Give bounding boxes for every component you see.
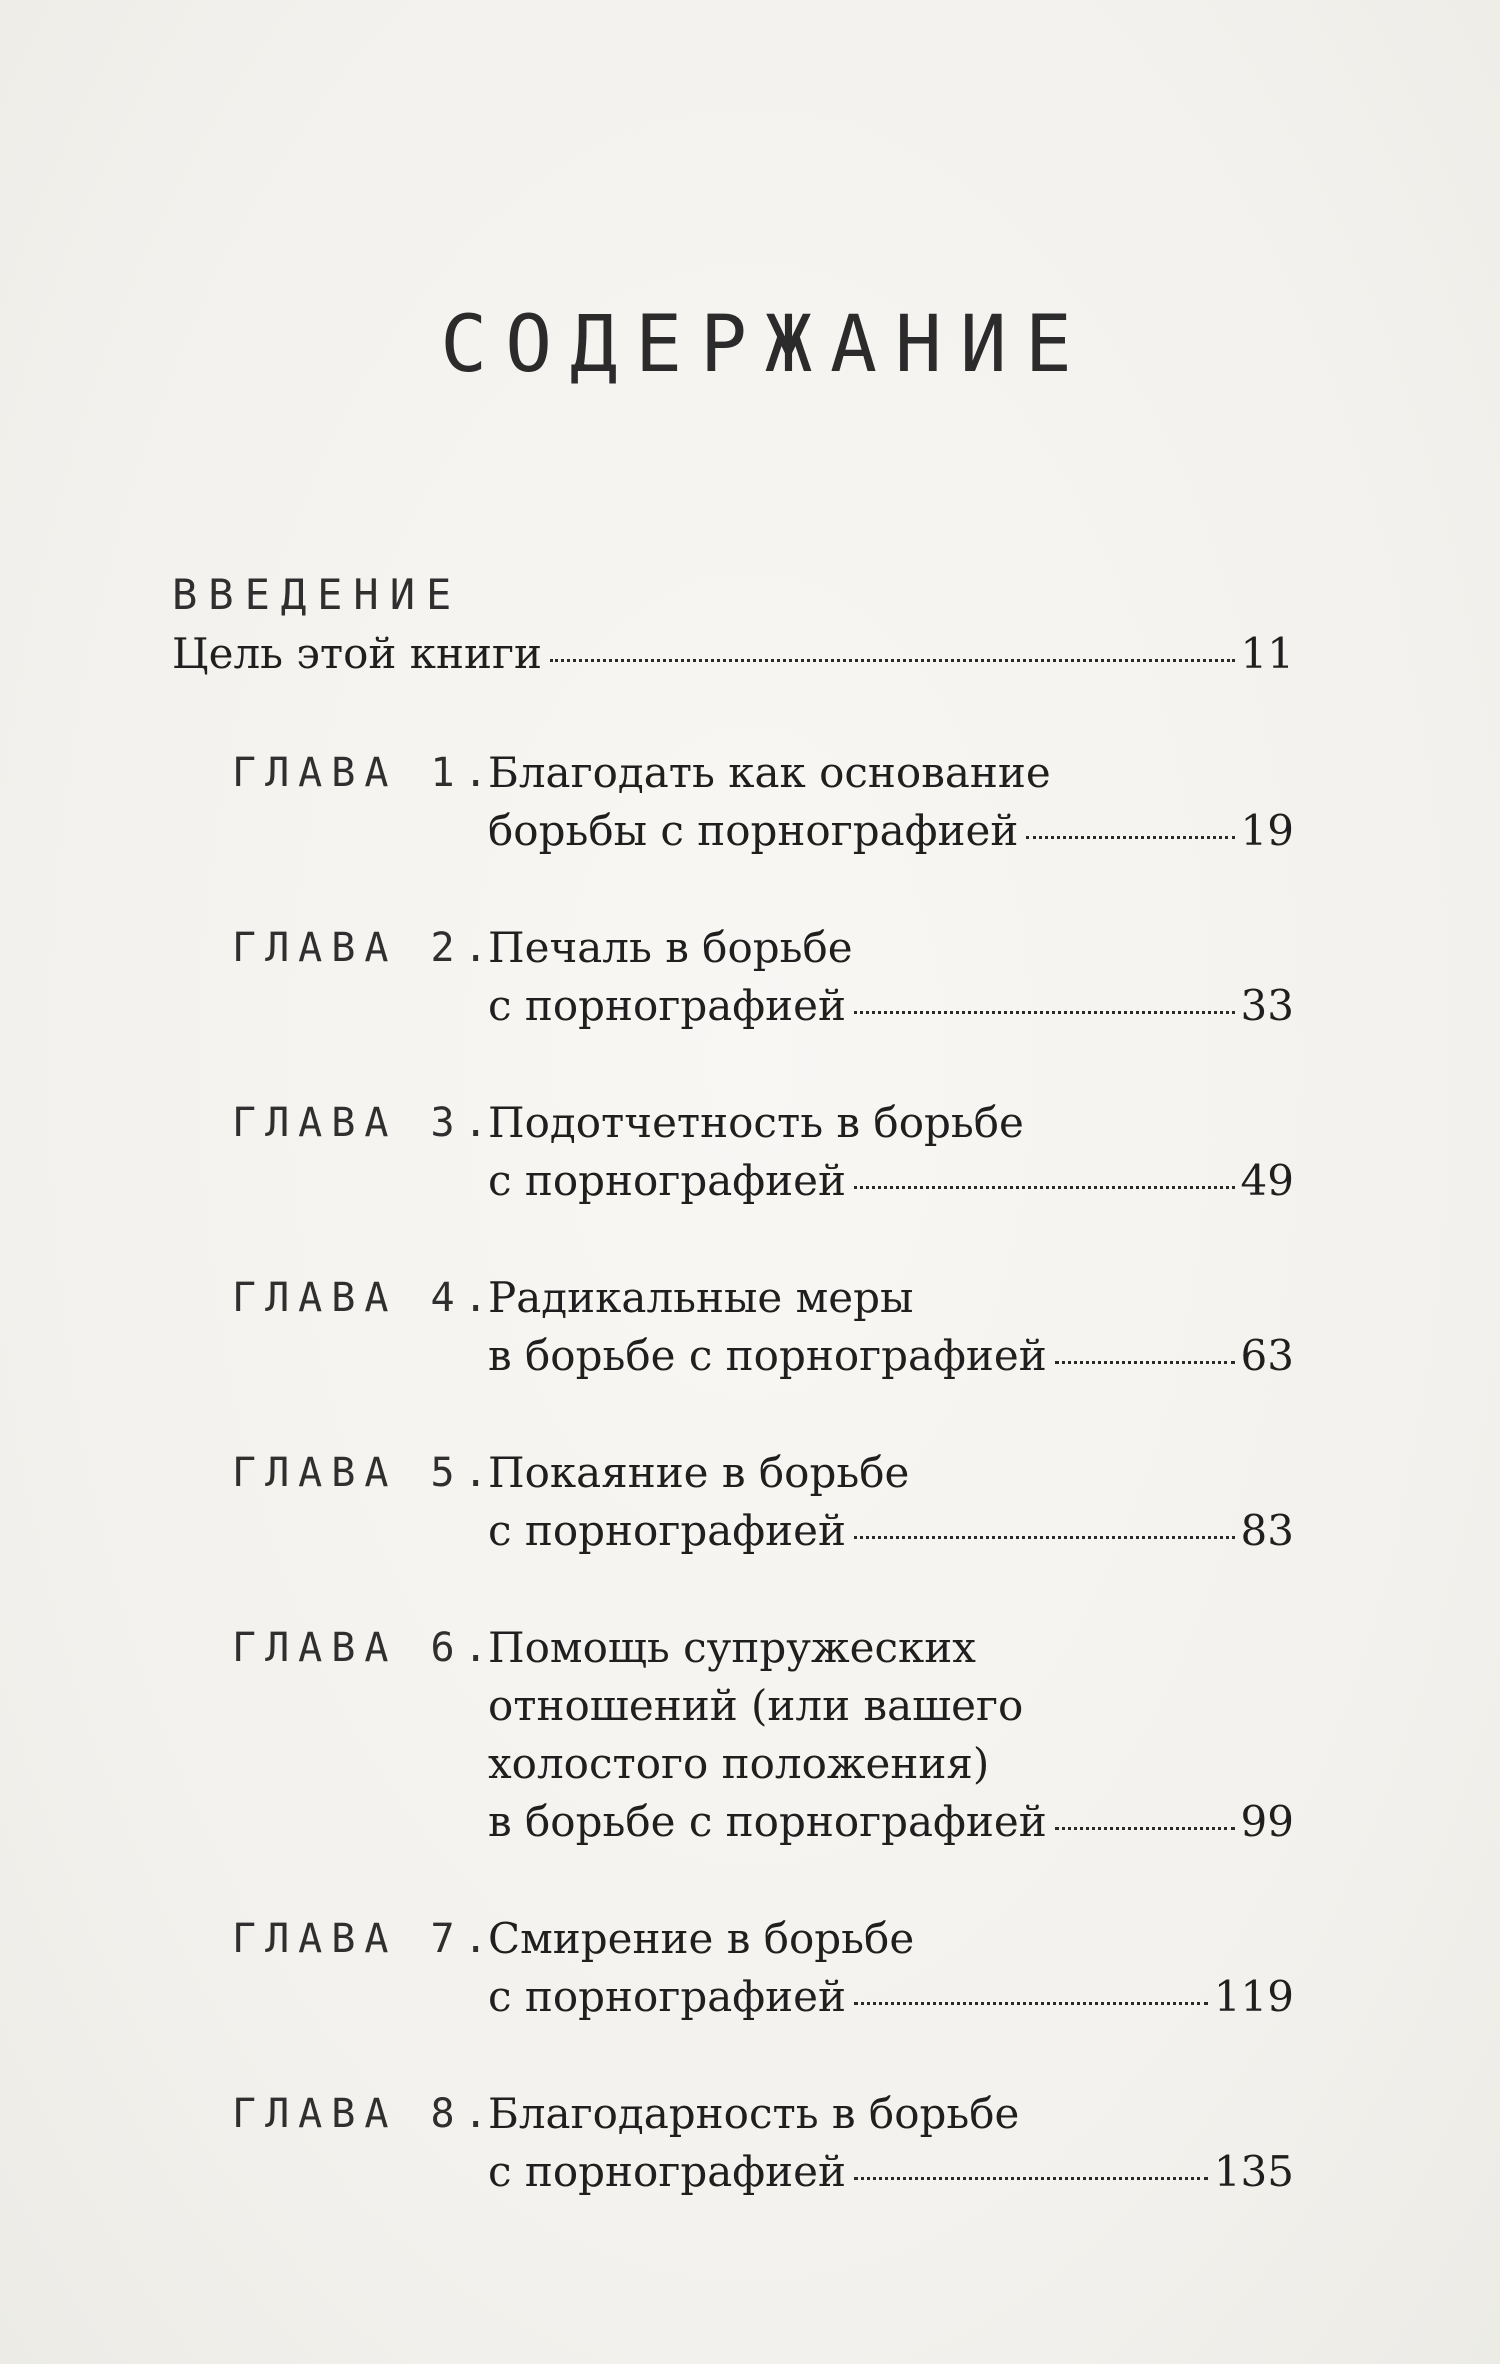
introduction-label: ВВЕДЕНИЕ — [172, 570, 463, 619]
page-number: 19 — [1240, 806, 1294, 855]
chapter-title-line: Смирение в борьбе — [488, 1914, 915, 1963]
chapter-title-line: отношений (или вашего — [488, 1681, 1024, 1730]
page-number: 135 — [1213, 2147, 1294, 2196]
chapter-title-line: Покаяние в борьбе — [488, 1448, 910, 1497]
chapter-entry-last-line — [488, 1972, 1294, 2021]
chapter-title-line: Благодать как основание — [488, 748, 1051, 797]
dot-leader — [854, 2177, 1208, 2180]
chapter-title-line: с порнографией — [488, 981, 846, 1030]
chapter-title-line: Подотчетность в борьбе — [488, 1098, 1024, 1147]
chapter-title-line: с порнографией — [488, 1156, 846, 1205]
page-number: 99 — [1240, 1797, 1294, 1846]
chapter-title-line: в борьбе с порнографией — [488, 1797, 1047, 1846]
chapter-title-line: с порнографией — [488, 1972, 846, 2021]
chapter-entry-last-line — [488, 1506, 1294, 1555]
page-number: 33 — [1240, 981, 1294, 1030]
chapter-entry-last-line — [488, 981, 1294, 1030]
chapter-label: ГЛАВА 3. — [232, 1100, 497, 1146]
introduction-title: Цель этой книги — [172, 629, 543, 678]
dot-leader — [1055, 1827, 1235, 1830]
page-number: 63 — [1240, 1331, 1294, 1380]
chapter-label: ГЛАВА 7. — [232, 1916, 497, 1962]
dot-leader — [550, 659, 1235, 662]
chapter-title-line: Печаль в борьбе — [488, 923, 853, 972]
dot-leader — [854, 1011, 1235, 1014]
chapter-entry-last-line — [488, 2147, 1294, 2196]
page-number: 83 — [1240, 1506, 1294, 1555]
chapter-title-line: с порнографией — [488, 1506, 846, 1555]
page-title: СОДЕРЖАНИЕ — [440, 300, 1090, 390]
chapter-title-line: Радикальные меры — [488, 1273, 914, 1322]
dot-leader — [854, 1536, 1235, 1539]
chapter-label: ГЛАВА 6. — [232, 1625, 497, 1671]
dot-leader — [854, 1186, 1235, 1189]
chapter-label: ГЛАВА 1. — [232, 750, 497, 796]
chapter-entry-last-line — [488, 806, 1294, 855]
chapter-title-line: в борьбе с порнографией — [488, 1331, 1047, 1380]
chapter-title-line: Помощь супружеских — [488, 1623, 976, 1672]
chapter-entry-last-line — [488, 1331, 1294, 1380]
chapter-label: ГЛАВА 4. — [232, 1275, 497, 1321]
chapter-title-line: холостого положения) — [488, 1739, 990, 1788]
page-number: 119 — [1213, 1972, 1294, 2021]
dot-leader — [854, 2002, 1208, 2005]
chapter-title-line: борьбы с порнографией — [488, 806, 1019, 855]
dot-leader — [1055, 1361, 1235, 1364]
chapter-label: ГЛАВА 5. — [232, 1450, 497, 1496]
chapter-label: ГЛАВА 2. — [232, 925, 497, 971]
chapter-label: ГЛАВА 8. — [232, 2091, 497, 2137]
chapter-entry-last-line — [488, 1156, 1294, 1205]
page-number: 49 — [1240, 1156, 1294, 1205]
dot-leader — [1026, 836, 1234, 839]
introduction-entry — [172, 629, 1294, 678]
chapter-title-line: Благодарность в борьбе — [488, 2089, 1020, 2138]
page-number: 11 — [1240, 629, 1294, 678]
chapter-entry-last-line — [488, 1797, 1294, 1846]
chapter-title-line: с порнографией — [488, 2147, 846, 2196]
